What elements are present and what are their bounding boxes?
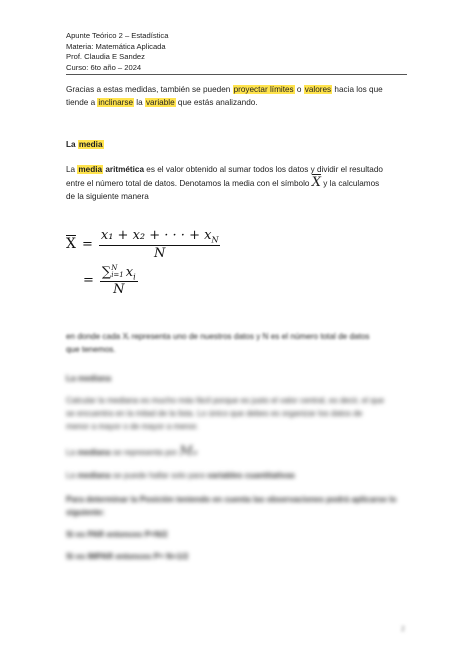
blurred-mediana-cuantitativas-line [66, 469, 411, 482]
intro-text: la [134, 98, 145, 108]
fraction-1-denominator: N [153, 245, 166, 261]
header-teacher: Prof. Claudia E Sandez [66, 52, 145, 62]
formula-line-1 [66, 228, 220, 261]
intro-text: tiende a [66, 98, 98, 108]
formula-fraction-1 [99, 228, 221, 261]
intro-text: que estás analizando. [175, 98, 258, 108]
def-text: es el valor obtenido al sumar todos los datos y dividir el resultado [144, 165, 383, 174]
intro-text: Gracias a estas medidas, también se pueden [66, 85, 233, 94]
blurred-text: se puede hallar solo para [110, 471, 208, 480]
highlight-media-heading: media [78, 140, 103, 149]
section-heading-media [66, 138, 411, 151]
fraction-1-numerator [99, 228, 221, 246]
blurred-mediana-symbol-line [66, 445, 411, 459]
blurred-text: La [66, 471, 78, 480]
blurred-bold-text: mediana [77, 448, 111, 457]
blurred-impar-rule [66, 550, 411, 563]
blurred-posicion-paragraph [66, 493, 411, 519]
formula-line-2 [83, 265, 220, 298]
blurred-bold-text: Si es PAR entonces P=N/2 [66, 530, 168, 539]
heading-text: La [66, 140, 78, 149]
intro-text: o [294, 85, 304, 94]
sum-upper-limit: N [111, 264, 118, 273]
highlight-media: media [78, 165, 103, 174]
blurred-bold-text: variables cuantitativas [207, 471, 295, 480]
def-text: entre el número total de datos. Denotamos la media con el símbolo [66, 179, 312, 189]
sum-lower-limit: i=1 [111, 271, 124, 280]
def-text: y la calculamos [321, 179, 380, 189]
def-bold-text: aritmética [103, 165, 145, 174]
blurred-text: Calcular la mediana es mucho más fácil porque es justo el valor central, es decir, el que [66, 396, 385, 405]
highlight-inclinarse: inclinarse [98, 98, 134, 108]
blurred-text: La [66, 448, 78, 457]
blurred-heading-text: La mediana [66, 374, 112, 383]
sum-variable: x [125, 264, 134, 280]
def-text: de la siguiente manera [66, 192, 149, 202]
sum-variable-index: i [133, 272, 136, 282]
formula-equals-2: = [83, 273, 94, 289]
formula-equals: = [81, 236, 93, 252]
blurred-text: se representa por [110, 448, 180, 457]
blurred-heading-mediana [66, 372, 411, 385]
intro-paragraph [66, 83, 411, 109]
mean-symbol: $\overline{X}$ [311, 175, 322, 191]
blurred-text: en donde cada Xᵢ representa uno de nuestros datos y N es el número total de datos [66, 332, 370, 341]
highlight-variable: variable [145, 98, 175, 108]
blurred-mediana-paragraph [66, 394, 411, 434]
intro-text: hacia los que [332, 85, 383, 94]
page-number: 2 [401, 626, 405, 633]
mediana-symbol: Mₑ [179, 444, 198, 459]
def-text: La [66, 165, 78, 174]
numerator-text: x₁ + x₂ + · · · + x [100, 228, 212, 243]
highlight-valores: valores [304, 85, 332, 94]
sum-symbol: ∑ [101, 264, 112, 280]
mean-formula [66, 228, 220, 297]
blurred-bold-text: mediana [77, 471, 111, 480]
header-title: Apunte Teórico 2 – Estadística [66, 31, 169, 40]
blurred-par-rule [66, 528, 411, 541]
blurred-text: que tenemos. [66, 345, 116, 355]
blurred-text: menor a mayor o de mayor a menor. [66, 422, 199, 432]
blurred-datos-paragraph [66, 330, 411, 356]
blurred-bold-text: Para determinar la Posición teniendo en cuenta las observaciones podrá aplicarse lo [66, 495, 397, 504]
numerator-subscript: N [211, 235, 219, 245]
blurred-text: se encuentra en la mitad de la lista. Lo único que debes es organizar los datos de [66, 409, 363, 419]
header-subject: Materia: Matemática Aplicada [66, 41, 166, 51]
fraction-2-numerator [100, 265, 138, 283]
blurred-bold-text: siguiente: [66, 508, 105, 518]
media-definition-paragraph [66, 163, 411, 204]
formula-fraction-2 [100, 265, 138, 298]
header-course: Curso: 6to año – 2024 [66, 62, 142, 72]
highlight-proyectar-limites: proyectar límites [233, 85, 294, 94]
blurred-bold-text: Si es IMPAR entonces P= N+1/2 [66, 552, 189, 561]
header-divider [66, 74, 407, 75]
fraction-2-denominator: N [113, 282, 125, 298]
document-header [66, 31, 168, 73]
formula-lhs: $\overline{X}$ [66, 236, 76, 253]
